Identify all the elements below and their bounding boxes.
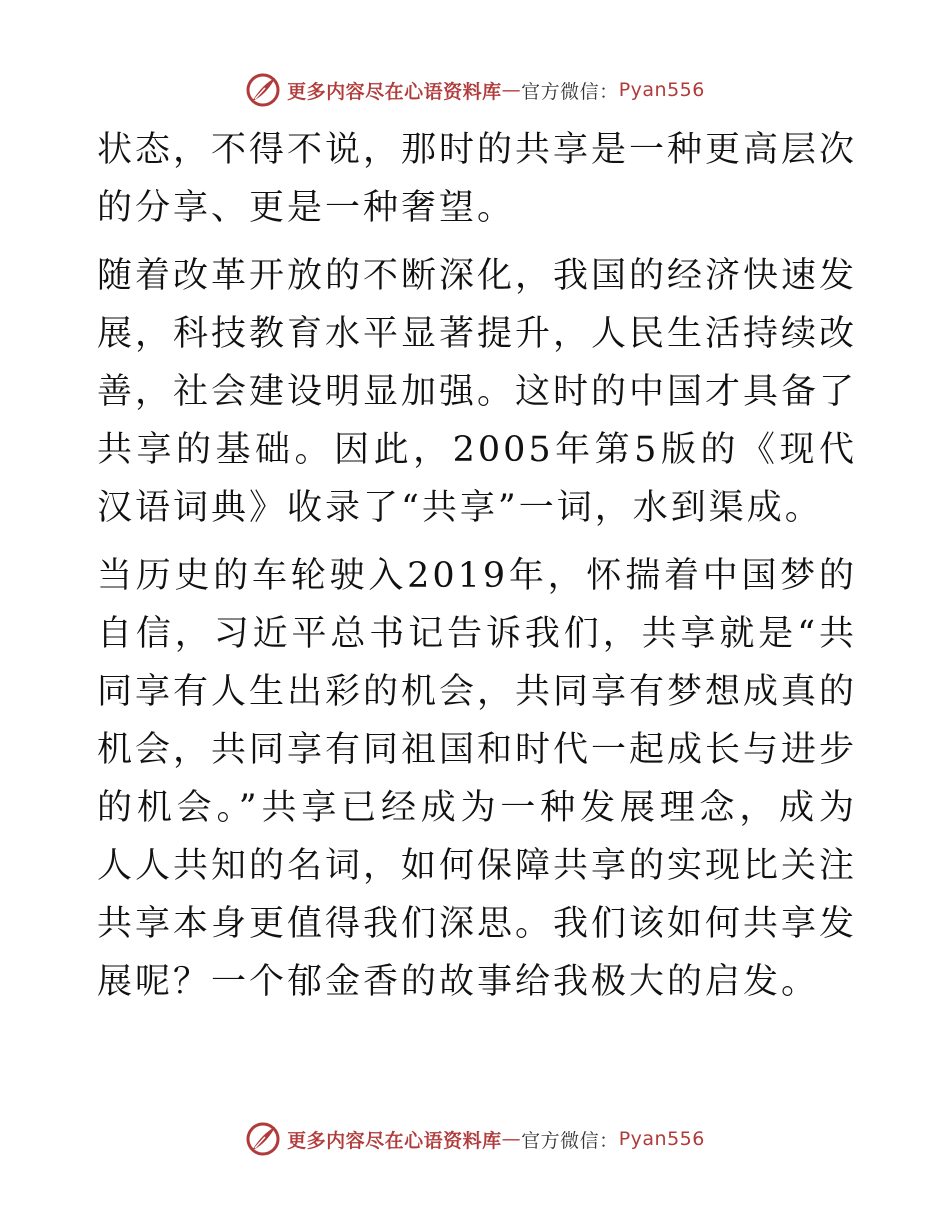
banner-main-text: 更多内容尽在心语资料库	[287, 80, 502, 103]
feather-pen-logo-icon	[245, 1121, 281, 1157]
paragraph-2: 随着改革开放的不断深化，我国的经济快速发展，科技教育水平显著提升，人民生活持续改善，社会建设明显加强。这时的中国才具备了共享的基础。因此，2005年第5版的《现代汉语词典》收录了“共享”一词，水到渠成。	[97, 256, 858, 528]
banner-wechat-label: 官方微信：	[521, 1129, 619, 1152]
feather-pen-logo-icon	[245, 72, 281, 108]
banner-wechat-label: 官方微信：	[521, 80, 619, 103]
banner-wechat-handle: Pyan556	[618, 1128, 705, 1150]
footer-watermark-banner	[0, 1119, 950, 1159]
banner-separator: —	[501, 1128, 522, 1150]
paragraph-1: 状态，不得不说，那时的共享是一种更高层次的分享、更是一种奢望。	[97, 130, 858, 228]
banner-separator: —	[501, 79, 522, 101]
banner-wechat-handle: Pyan556	[618, 79, 705, 101]
header-watermark-banner	[0, 70, 950, 110]
banner-main-text: 更多内容尽在心语资料库	[287, 1129, 502, 1152]
paragraph-3: 当历史的车轮驶入2019年，怀揣着中国梦的自信，习近平总书记告诉我们，共享就是“共同享有人生出彩的机会，共同享有梦想成真的机会，共同享有同祖国和时代一起成长与进步的机会。”共享已经成为一种发展理念，成为人人共知的名词，如何保障共享的实现比关注共享本身更值得我们深思。我们该如何共享发展呢？一个郁金香的故事给我极大的启发。	[97, 556, 858, 1002]
document-body	[97, 121, 857, 1021]
